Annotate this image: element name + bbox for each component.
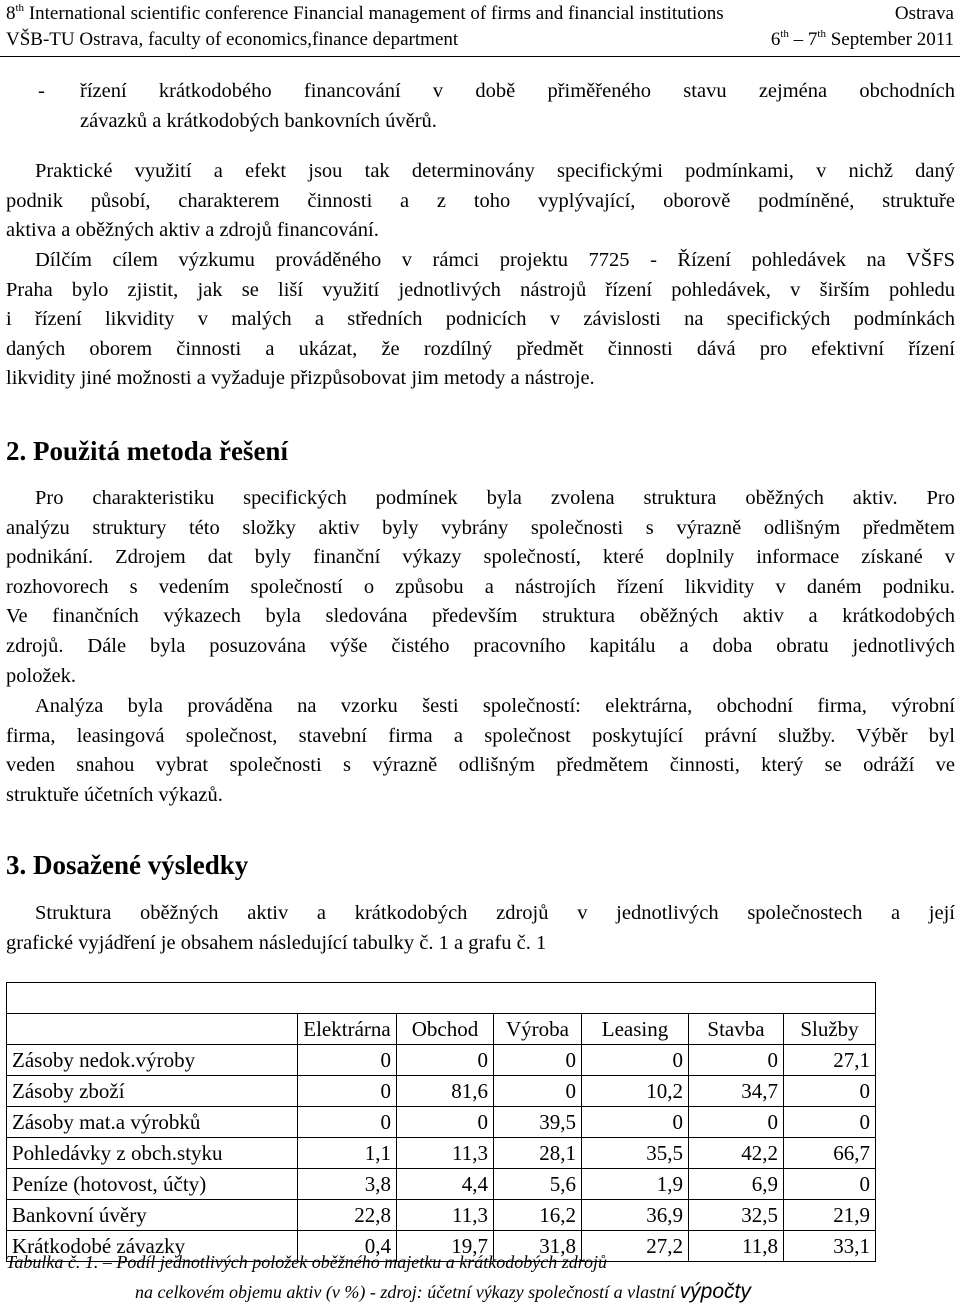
text-line: firma, leasingová společnost, stavební firma a společnost poskytující právní služby. Výběr byl: [6, 724, 955, 747]
table-cell: 36,9: [582, 1200, 689, 1231]
text-line: Dílčím cílem výzkumu prováděného v rámci projektu 7725 - Řízení pohledávek na VŠFS: [35, 249, 955, 271]
header-divider: [0, 56, 960, 57]
table-cell: 0: [582, 1107, 689, 1138]
table-cell: 0: [494, 1045, 582, 1076]
table-cell: 0: [298, 1107, 397, 1138]
table-cell: 16,2: [494, 1200, 582, 1231]
table-cell: 42,2: [689, 1138, 784, 1169]
table-cell: 0: [298, 1045, 397, 1076]
table-header-cell: Leasing: [582, 1014, 689, 1045]
table-cell: 0: [494, 1076, 582, 1107]
text-line: Analýza byla prováděna na vzorku šesti společností: elektrárna, obchodní firma, výrobní: [35, 695, 955, 717]
table-cell: 33,1: [784, 1231, 876, 1262]
section-heading-2: 2. Použitá metoda řešení: [6, 436, 288, 466]
row-label: Bankovní úvěry: [7, 1200, 298, 1231]
table-row: [7, 1107, 876, 1138]
table-header-row: [7, 1014, 876, 1045]
table-cell: 66,7: [784, 1138, 876, 1169]
row-label: Peníze (hotovost, účty): [7, 1169, 298, 1200]
text-line: Struktura oběžných aktiv a krátkodobých zdrojů v jednotlivých společnostech a její: [35, 902, 955, 924]
bullet-line: řízení krátkodobého financování v době přiměřeného stavu zejména obchodních: [80, 80, 955, 102]
text-line: analýzu struktury této složky aktiv byly vybrány společnosti s výrazně odlišným předmětem: [6, 516, 955, 539]
table-header-cell: Stavba: [689, 1014, 784, 1045]
paragraph-1: [6, 157, 955, 246]
table-cell: 0: [689, 1107, 784, 1138]
table-cell: 0: [397, 1045, 494, 1076]
table-cell: 11,3: [397, 1200, 494, 1231]
table-cell: 19,7: [397, 1231, 494, 1262]
table-header-cell: Elektrárna: [298, 1014, 397, 1045]
bullet-marker: -: [38, 80, 45, 102]
table-cell: 22,8: [298, 1200, 397, 1231]
table-cell: 1,1: [298, 1138, 397, 1169]
table-cell: 1,9: [582, 1169, 689, 1200]
table-cell: 28,1: [494, 1138, 582, 1169]
table-cell: 39,5: [494, 1107, 582, 1138]
text-line: likvidity jiné možnosti a vyžaduje přizpůsobovat jim metody a nástroje.: [6, 367, 595, 390]
text-line: zdrojů. Dále byla posuzována výše čistého pracovního kapitálu a doba obratu jednotlivých: [6, 634, 955, 657]
table-header-cell: Výroba: [494, 1014, 582, 1045]
text-line: Pro charakteristiku specifických podmínek byla zvolena struktura oběžných aktiv. Pro: [35, 487, 955, 509]
text-line: podnik působí, charakterem činnosti a z toho vyplývající, oborově podmíněné, struktuře: [6, 189, 955, 212]
text-line: struktuře účetních výkazů.: [6, 783, 223, 806]
table-cell: 31,8: [494, 1231, 582, 1262]
conference-organizer: VŠB-TU Ostrava, faculty of economics,finance department: [6, 29, 459, 50]
data-table: [6, 982, 876, 1262]
bullet-line: závazků a krátkodobých bankovních úvěrů.: [80, 109, 437, 132]
table-cell: 5,6: [494, 1169, 582, 1200]
text-line: Praha bylo zjistit, jak se liší využití jednotlivých nástrojů řízení pohledávek, v širším pohledu: [6, 278, 955, 301]
table-row: [7, 1076, 876, 1107]
table-cell: 34,7: [689, 1076, 784, 1107]
table-cell: 11,3: [397, 1138, 494, 1169]
table-cell: 0: [397, 1107, 494, 1138]
paragraph-2: [6, 246, 955, 394]
text-line: daných oborem činnosti a ukázat, že rozdílný předmět činnosti dává pro efektivní řízení: [6, 337, 955, 360]
table-cell: 10,2: [582, 1076, 689, 1107]
paragraph-4: [6, 692, 955, 810]
conference-city: Ostrava: [894, 3, 954, 24]
table-cell: 27,2: [582, 1231, 689, 1262]
table-caption: Tabulka č. 1. – Podíl jednotlivých položek oběžného majetku a krátkodobých zdrojů: [6, 1252, 608, 1272]
text-line: grafické vyjádření je obsahem následující tabulky č. 1 a grafu č. 1: [6, 931, 547, 954]
table-cell: 0: [784, 1107, 876, 1138]
table-row: [7, 1045, 876, 1076]
table-cell: 3,8: [298, 1169, 397, 1200]
table-cell: 0: [784, 1169, 876, 1200]
table-row: [7, 1169, 876, 1200]
row-label: Zásoby mat.a výrobků: [7, 1107, 298, 1138]
table-cell: 6,9: [689, 1169, 784, 1200]
conference-title: 8th International scientific conference Financial management of firms and financial institutions: [6, 2, 724, 24]
conference-date: 6th – 7th September 2011: [770, 28, 954, 50]
row-label: Zásoby zboží: [7, 1076, 298, 1107]
table-cell: 0: [784, 1076, 876, 1107]
conference-header-line2: [6, 29, 954, 51]
text-line: Ve finančních výkazech byla sledována především struktura oběžných aktiv a krátkodobých: [6, 605, 955, 628]
row-label: Krátkodobé závazky: [7, 1231, 298, 1262]
table-header-cell: [7, 1014, 298, 1045]
table-cell: 0: [689, 1045, 784, 1076]
text-line: Praktické využití a efekt jsou tak determinovány specifickými podmínkami, v nichž daný: [35, 160, 955, 182]
table-cell: 0: [582, 1045, 689, 1076]
table-row: [7, 1200, 876, 1231]
table-caption-line2: na celkovém objemu aktiv (v %) - zdroj: účetní výkazy společností a vlastní výpočty: [135, 1280, 751, 1303]
text-line: položek.: [6, 664, 77, 687]
table-cell: 21,9: [784, 1200, 876, 1231]
table-blank-row: [7, 983, 876, 1014]
table-blank-cell: [7, 983, 876, 1014]
table-header-cell: Služby: [784, 1014, 876, 1045]
text-line: aktiva a oběžných aktiv a zdrojů financování.: [6, 219, 379, 242]
section-heading-3: 3. Dosažené výsledky: [6, 850, 249, 880]
table-header-cell: Obchod: [397, 1014, 494, 1045]
table-cell: 4,4: [397, 1169, 494, 1200]
table-cell: 35,5: [582, 1138, 689, 1169]
text-line: veden snahou vybrat společnosti s výrazně odlišným předmětem činnosti, který se odráží ve: [6, 754, 955, 777]
table-row: [7, 1138, 876, 1169]
table-cell: 27,1: [784, 1045, 876, 1076]
paragraph-3: [6, 484, 955, 691]
table-cell: 81,6: [397, 1076, 494, 1107]
text-line: rozhovorech s vedením společností o způsobu a nástrojích řízení likvidity v daném podniku.: [6, 575, 955, 598]
row-label: Zásoby nedok.výroby: [7, 1045, 298, 1076]
paragraph-5: [6, 899, 955, 958]
table-cell: 0,4: [298, 1231, 397, 1262]
table-cell: 0: [298, 1076, 397, 1107]
table-cell: 11,8: [689, 1231, 784, 1262]
text-line: i řízení likvidity v malých a středních podnicích v závislosti na specifických podmínkách: [6, 308, 955, 331]
conference-header-line1: [6, 3, 954, 25]
bullet-item: [80, 77, 955, 136]
table-cell: 32,5: [689, 1200, 784, 1231]
text-line: podnikání. Zdrojem dat byly finanční výkazy společností, které doplnily informace získané v: [6, 546, 955, 569]
row-label: Pohledávky z obch.styku: [7, 1138, 298, 1169]
